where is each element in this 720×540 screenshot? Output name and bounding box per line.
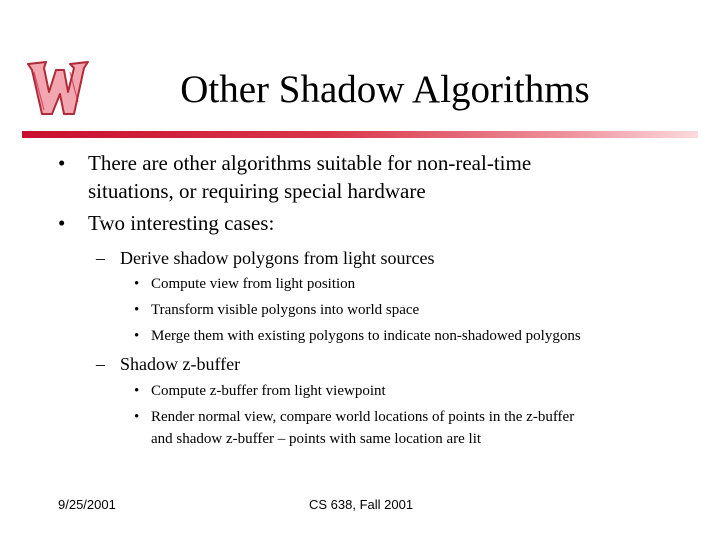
subbullet-marker: – (96, 354, 105, 374)
title-divider (22, 131, 698, 138)
point-text: Compute z-buffer from light viewpoint (151, 383, 386, 399)
point-text-continued: and shadow z-buffer – points with same location are lit (151, 431, 482, 447)
point-marker: • (134, 302, 140, 318)
bullet-marker: • (58, 211, 66, 235)
point-marker: • (134, 276, 140, 292)
point-text: Merge them with existing polygons to indicate non-shadowed polygons (151, 328, 581, 344)
point-text: Transform visible polygons into world space (151, 302, 420, 318)
footer-course: CS 638, Fall 2001 (309, 497, 414, 512)
bullet-text: Two interesting cases: (88, 211, 275, 235)
point-marker: • (134, 383, 140, 399)
point-text: Render normal view, compare world locations of points in the z-buffer (151, 409, 575, 425)
slide-title: Other Shadow Algorithms (180, 68, 590, 111)
point-marker: • (134, 328, 140, 344)
point-text: Compute view from light position (151, 276, 356, 292)
subbullet-text: Shadow z-buffer (120, 354, 241, 374)
bullet-text-continued: situations, or requiring special hardware (88, 179, 426, 203)
motion-w-logo-icon (22, 52, 94, 124)
bullet-text: There are other algorithms suitable for non-real-time (88, 151, 532, 175)
subbullet-text: Derive shadow polygons from light sources (120, 248, 435, 268)
bullet-marker: • (58, 151, 66, 175)
subbullet-marker: – (96, 248, 105, 268)
footer-date: 9/25/2001 (58, 497, 116, 512)
point-marker: • (134, 409, 140, 425)
